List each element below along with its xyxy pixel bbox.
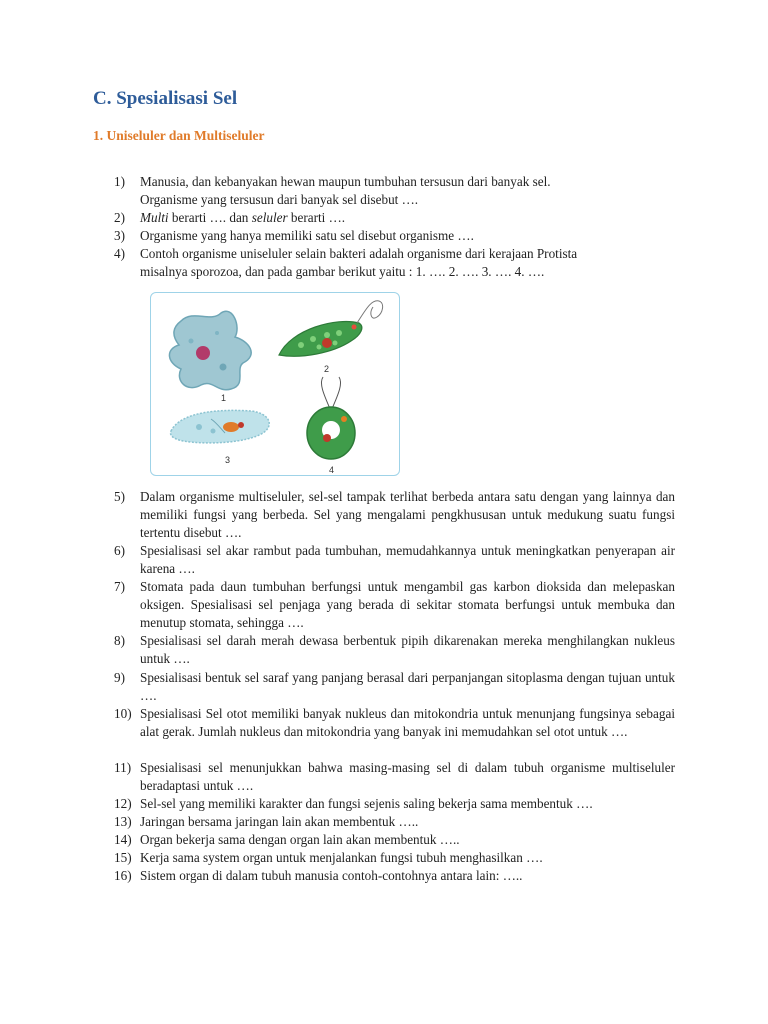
question-number: 5)	[114, 489, 125, 504]
question-line: Contoh organisme uniseluler selain bakteri adalah organisme dari kerajaan Protista	[140, 246, 578, 261]
question-line: Organisme yang tersusun dari banyak sel disebut ….	[140, 192, 419, 207]
question-13	[114, 813, 675, 831]
paramecium-illustration	[171, 410, 270, 443]
question-text: Stomata pada daun tumbuhan berfungsi untuk mengambil gas karbon dioksida dan melepaskan oksigen. Spesialisasi sel penjaga yang berada di sekitar stomata berfungsi untuk membuka dan menutup stomata, sehingga ….	[140, 579, 675, 630]
question-text-mid: berarti …. dan	[168, 210, 252, 225]
question-number: 11)	[114, 760, 132, 775]
chlamydomonas-illustration	[307, 377, 355, 459]
question-text: Sel-sel yang memiliki karakter dan fungsi sejenis saling bekerja sama membentuk ….	[140, 796, 593, 811]
protista-illustration	[151, 293, 399, 475]
question-1	[114, 173, 675, 209]
figure-label-4: 4	[329, 465, 335, 475]
term-multi: Multi	[140, 210, 169, 225]
question-number: 13)	[114, 814, 132, 829]
figure-label-3: 3	[225, 455, 231, 465]
question-text: Spesialisasi bentuk sel saraf yang panjang berasal dari perpanjangan sitoplasma dengan tujuan untuk ….	[140, 670, 675, 703]
question-number: 1)	[114, 174, 125, 189]
question-line: misalnya sporozoa, dan pada gambar berikut yaitu : 1. …. 2. …. 3. …. 4. ….	[140, 264, 545, 279]
question-text: Dalam organisme multiseluler, sel-sel tampak terlihat berbeda antara satu dengan yang lainnya dan memiliki fungsi yang berbeda. Sel yang mengalami pengkhususan untuk medukung suatu fungsi tertentu disebut ….	[140, 489, 675, 540]
question-text: Spesialisasi Sel otot memiliki banyak nukleus dan mitokondria untuk menunjang fungsinya sebagai alat gerak. Jumlah nukleus dan mitokondria yang banyak ini memudahkan sel otot untuk ….	[140, 706, 675, 739]
question-text: Jaringan bersama jaringan lain akan membentuk …..	[140, 814, 419, 829]
question-5	[114, 488, 675, 542]
question-number: 3)	[114, 228, 125, 243]
question-10	[114, 705, 675, 741]
question-text: Spesialisasi sel akar rambut pada tumbuhan, memudahkannya untuk meningkatkan penyerapan air karena ….	[140, 543, 675, 576]
euglena-illustration	[279, 301, 383, 356]
protista-figure	[150, 292, 400, 476]
question-7	[114, 578, 675, 632]
question-line: Manusia, dan kebanyakan hewan maupun tumbuhan tersusun dari banyak sel.	[140, 174, 551, 189]
question-number: 8)	[114, 633, 125, 648]
term-seluler: seluler	[251, 210, 288, 225]
question-2	[114, 209, 675, 227]
question-text-end: berarti ….	[287, 210, 346, 225]
subsection-heading: 1. Uniseluler dan Multiseluler	[93, 128, 265, 143]
question-number: 16)	[114, 868, 132, 883]
question-text: Kerja sama system organ untuk menjalankan fungsi tubuh menghasilkan ….	[140, 850, 543, 865]
question-number: 6)	[114, 543, 125, 558]
question-text: Sistem organ di dalam tubuh manusia contoh-contohnya antara lain: …..	[140, 868, 523, 883]
question-14	[114, 831, 675, 849]
question-number: 15)	[114, 850, 132, 865]
question-number: 9)	[114, 670, 125, 685]
question-12	[114, 795, 675, 813]
question-number: 14)	[114, 832, 132, 847]
question-4	[114, 245, 675, 281]
question-9	[114, 669, 675, 705]
question-number: 2)	[114, 210, 125, 225]
question-8	[114, 632, 675, 668]
question-11	[114, 759, 675, 795]
amoeba-illustration	[169, 311, 251, 389]
section-heading: C. Spesialisasi Sel	[93, 88, 238, 109]
question-16	[114, 867, 675, 885]
question-6	[114, 542, 675, 578]
question-number: 4)	[114, 246, 125, 261]
question-number: 10)	[114, 706, 132, 721]
question-text	[140, 209, 675, 227]
question-text: Spesialisasi sel darah merah dewasa berbentuk pipih dikarenakan mereka menghilangkan nukleus untuk ….	[140, 633, 675, 666]
question-text: Organ bekerja sama dengan organ lain akan membentuk …..	[140, 832, 460, 847]
question-15	[114, 849, 675, 867]
figure-label-2: 2	[324, 364, 330, 374]
question-3	[114, 227, 675, 245]
question-line: Organisme yang hanya memiliki satu sel disebut organisme ….	[140, 228, 474, 243]
question-number: 7)	[114, 579, 125, 594]
question-number: 12)	[114, 796, 132, 811]
question-text: Spesialisasi sel menunjukkan bahwa masing-masing sel di dalam tubuh organisme multiseluler beradaptasi untuk ….	[140, 760, 675, 793]
figure-label-1: 1	[221, 393, 227, 403]
